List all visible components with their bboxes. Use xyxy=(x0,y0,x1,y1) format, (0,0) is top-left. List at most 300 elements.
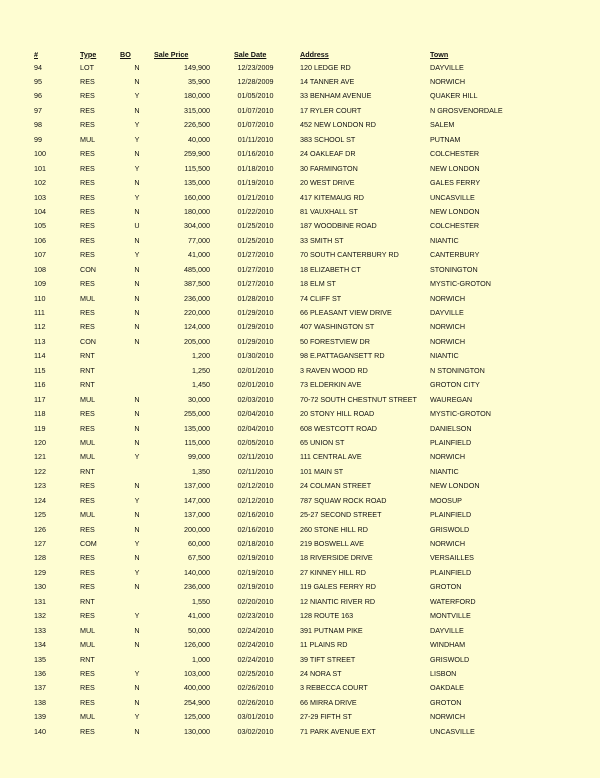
cell-bo: N xyxy=(134,235,140,245)
cell-town: PLAINFIELD xyxy=(430,510,472,520)
cell-bo: N xyxy=(134,625,140,635)
header-sale-date: Sale Date xyxy=(234,49,267,59)
cell-number: 133 xyxy=(34,625,46,635)
cell-sale-date: 02/23/2010 xyxy=(237,611,274,621)
cell-town: VERSAILLES xyxy=(430,553,474,563)
cell-number: 130 xyxy=(34,582,46,592)
cell-sale-price: 30,000 xyxy=(188,394,210,404)
cell-spacer xyxy=(210,652,234,666)
cell-town: NORWICH xyxy=(430,539,466,549)
cell-type: MUL xyxy=(80,510,96,520)
cell-number: 112 xyxy=(34,322,46,332)
cell-sale-date: 03/02/2010 xyxy=(237,726,274,736)
cell-number: 103 xyxy=(34,192,46,202)
cell-town: GROTON xyxy=(430,582,462,592)
cell-bo: N xyxy=(134,582,140,592)
cell-town: GRISWOLD xyxy=(430,524,470,534)
cell-spacer xyxy=(210,695,234,709)
cell-number: 95 xyxy=(34,77,42,87)
cell-spacer xyxy=(210,392,234,406)
table-row xyxy=(34,147,520,161)
cell-type: MUL xyxy=(80,437,96,447)
cell-address: 27-29 FIFTH ST xyxy=(300,712,352,722)
table-header xyxy=(34,49,520,60)
cell-town: PUTNAM xyxy=(430,134,461,144)
cell-address: 787 SQUAW ROCK ROAD xyxy=(300,495,387,505)
table-row xyxy=(34,652,520,666)
header-number: # xyxy=(34,49,38,59)
cell-type: MUL xyxy=(80,452,96,462)
cell-town: MYSTIC-GROTON xyxy=(430,409,491,419)
cell-spacer xyxy=(210,60,234,74)
cell-sale-date: 01/30/2010 xyxy=(237,351,274,361)
cell-bo xyxy=(120,378,154,392)
cell-sale-price: 1,250 xyxy=(192,365,210,375)
cell-bo: Y xyxy=(134,611,140,621)
cell-type: RES xyxy=(80,120,95,130)
cell-spacer xyxy=(277,320,300,334)
cell-address: 70-72 SOUTH CHESTNUT STREET xyxy=(300,394,417,404)
cell-sale-price: 40,000 xyxy=(188,134,210,144)
cell-town: COLCHESTER xyxy=(430,149,480,159)
cell-number: 116 xyxy=(34,380,46,390)
cell-spacer xyxy=(277,176,300,190)
cell-address: 18 RIVERSIDE DRIVE xyxy=(300,553,373,563)
cell-sale-date: 02/03/2010 xyxy=(237,394,274,404)
cell-spacer xyxy=(277,147,300,161)
table-row xyxy=(34,305,520,319)
cell-town: N STONINGTON xyxy=(430,365,485,375)
cell-town: COLCHESTER xyxy=(430,221,480,231)
cell-number: 124 xyxy=(34,495,46,505)
cell-bo: N xyxy=(134,178,140,188)
table-row xyxy=(34,522,520,536)
cell-spacer xyxy=(277,609,300,623)
cell-sale-date: 02/24/2010 xyxy=(237,654,274,664)
cell-sale-price: 41,000 xyxy=(188,611,210,621)
cell-address: 219 BOSWELL AVE xyxy=(300,539,364,549)
cell-spacer xyxy=(277,710,300,724)
cell-type: RES xyxy=(80,308,95,318)
cell-address: 111 CENTRAL AVE xyxy=(300,452,362,462)
header-type: Type xyxy=(80,49,97,59)
table-row xyxy=(34,681,520,695)
cell-bo: N xyxy=(134,409,140,419)
cell-type: RES xyxy=(80,250,95,260)
cell-address: 20 WEST DRIVE xyxy=(300,178,355,188)
cell-sale-price: 180,000 xyxy=(184,206,210,216)
cell-type: RES xyxy=(80,524,95,534)
cell-sale-date: 02/26/2010 xyxy=(237,697,274,707)
cell-address: 24 NORA ST xyxy=(300,668,342,678)
cell-spacer xyxy=(210,580,234,594)
cell-spacer xyxy=(277,695,300,709)
cell-sale-price: 220,000 xyxy=(184,308,210,318)
cell-type: RNT xyxy=(80,365,95,375)
cell-town: STONINGTON xyxy=(430,264,478,274)
header-spacer xyxy=(210,49,234,60)
cell-spacer xyxy=(210,551,234,565)
cell-spacer xyxy=(277,132,300,146)
cell-type: RNT xyxy=(80,596,95,606)
cell-bo: N xyxy=(134,437,140,447)
cell-sale-date: 01/07/2010 xyxy=(237,120,274,130)
cell-sale-price: 135,000 xyxy=(184,178,210,188)
cell-spacer xyxy=(277,536,300,550)
cell-town: WAUREGAN xyxy=(430,394,473,404)
cell-number: 134 xyxy=(34,640,46,650)
cell-town: NORWICH xyxy=(430,712,466,722)
cell-sale-price: 400,000 xyxy=(184,683,210,693)
cell-sale-price: 1,200 xyxy=(192,351,210,361)
cell-address: 33 BENHAM AVENUE xyxy=(300,91,372,101)
cell-spacer xyxy=(277,565,300,579)
cell-number: 94 xyxy=(34,62,42,72)
cell-type: RES xyxy=(80,235,95,245)
cell-spacer xyxy=(210,666,234,680)
cell-address: 73 ELDERKIN AVE xyxy=(300,380,362,390)
cell-sale-date: 12/23/2009 xyxy=(237,62,274,72)
cell-number: 114 xyxy=(34,351,46,361)
cell-bo: Y xyxy=(134,192,140,202)
cell-sale-date: 01/19/2010 xyxy=(237,178,274,188)
cell-spacer xyxy=(210,435,234,449)
cell-town: LISBON xyxy=(430,668,457,678)
cell-spacer xyxy=(210,363,234,377)
cell-bo: N xyxy=(134,77,140,87)
cell-spacer xyxy=(210,378,234,392)
cell-address: 120 LEDGE RD xyxy=(300,62,351,72)
cell-sale-date: 02/24/2010 xyxy=(237,640,274,650)
cell-type: RES xyxy=(80,697,95,707)
cell-number: 127 xyxy=(34,539,46,549)
cell-spacer xyxy=(210,681,234,695)
cell-spacer xyxy=(210,464,234,478)
table-row xyxy=(34,724,520,738)
cell-spacer xyxy=(277,638,300,652)
cell-spacer xyxy=(210,623,234,637)
header-town: Town xyxy=(430,49,449,59)
cell-number: 109 xyxy=(34,279,46,289)
cell-sale-date: 02/12/2010 xyxy=(237,495,274,505)
cell-spacer xyxy=(210,479,234,493)
table-row xyxy=(34,363,520,377)
cell-type: RES xyxy=(80,481,95,491)
cell-town: PLAINFIELD xyxy=(430,567,472,577)
cell-sale-price: 149,900 xyxy=(184,62,210,72)
cell-number: 105 xyxy=(34,221,46,231)
cell-sale-date: 01/29/2010 xyxy=(237,322,274,332)
cell-sale-price: 200,000 xyxy=(184,524,210,534)
cell-spacer xyxy=(277,724,300,738)
cell-sale-date: 02/01/2010 xyxy=(237,380,274,390)
cell-sale-price: 140,000 xyxy=(184,567,210,577)
cell-sale-price: 50,000 xyxy=(188,625,210,635)
cell-sale-date: 02/16/2010 xyxy=(237,510,274,520)
cell-spacer xyxy=(210,103,234,117)
cell-address: 3 RAVEN WOOD RD xyxy=(300,365,368,375)
cell-spacer xyxy=(210,161,234,175)
cell-spacer xyxy=(210,349,234,363)
cell-type: RES xyxy=(80,105,95,115)
cell-address: 17 RYLER COURT xyxy=(300,105,362,115)
cell-spacer xyxy=(210,89,234,103)
cell-address: 452 NEW LONDON RD xyxy=(300,120,376,130)
cell-spacer xyxy=(277,493,300,507)
cell-sale-price: 103,000 xyxy=(184,668,210,678)
cell-town: NEW LONDON xyxy=(430,163,480,173)
cell-bo xyxy=(120,464,154,478)
header-spacer xyxy=(277,49,300,60)
cell-sale-date: 03/01/2010 xyxy=(237,712,274,722)
cell-address: 27 KINNEY HILL RD xyxy=(300,567,366,577)
cell-spacer xyxy=(210,176,234,190)
cell-number: 126 xyxy=(34,524,46,534)
cell-bo: Y xyxy=(134,539,140,549)
cell-spacer xyxy=(277,190,300,204)
cell-sale-price: 135,000 xyxy=(184,423,210,433)
cell-sale-date: 02/05/2010 xyxy=(237,437,274,447)
cell-sale-date: 02/25/2010 xyxy=(237,668,274,678)
cell-spacer xyxy=(210,291,234,305)
cell-spacer xyxy=(210,132,234,146)
cell-bo: N xyxy=(134,697,140,707)
cell-spacer xyxy=(277,219,300,233)
cell-sale-date: 01/27/2010 xyxy=(237,279,274,289)
cell-address: 187 WOODBINE ROAD xyxy=(300,221,377,231)
cell-type: RES xyxy=(80,611,95,621)
table-row xyxy=(34,609,520,623)
cell-town: UNCASVILLE xyxy=(430,726,475,736)
table-row xyxy=(34,710,520,724)
cell-bo: N xyxy=(134,264,140,274)
cell-type: RNT xyxy=(80,654,95,664)
cell-type: MUL xyxy=(80,134,96,144)
cell-address: 81 VAUXHALL ST xyxy=(300,206,358,216)
cell-sale-date: 01/11/2010 xyxy=(237,134,274,144)
cell-sale-date: 01/05/2010 xyxy=(237,91,274,101)
cell-bo: N xyxy=(134,308,140,318)
cell-type: RES xyxy=(80,206,95,216)
cell-sale-price: 1,450 xyxy=(192,380,210,390)
cell-sale-date: 02/19/2010 xyxy=(237,567,274,577)
cell-number: 110 xyxy=(34,293,46,303)
cell-address: 608 WESTCOTT ROAD xyxy=(300,423,377,433)
cell-bo: Y xyxy=(134,668,140,678)
cell-number: 138 xyxy=(34,697,46,707)
cell-type: RES xyxy=(80,178,95,188)
table-row xyxy=(34,479,520,493)
table-row xyxy=(34,132,520,146)
cell-number: 113 xyxy=(34,336,46,346)
cell-spacer xyxy=(277,277,300,291)
table-row xyxy=(34,407,520,421)
cell-bo: Y xyxy=(134,120,140,130)
cell-bo: N xyxy=(134,105,140,115)
cell-sale-date: 02/11/2010 xyxy=(237,452,274,462)
cell-sale-date: 02/24/2010 xyxy=(237,625,274,635)
table-row xyxy=(34,638,520,652)
cell-sale-price: 1,550 xyxy=(192,596,210,606)
cell-sale-price: 304,000 xyxy=(184,221,210,231)
cell-spacer xyxy=(277,652,300,666)
cell-type: RES xyxy=(80,668,95,678)
cell-town: QUAKER HILL xyxy=(430,91,478,101)
cell-spacer xyxy=(210,147,234,161)
cell-sale-date: 02/19/2010 xyxy=(237,582,274,592)
cell-town: GROTON xyxy=(430,697,462,707)
cell-spacer xyxy=(210,522,234,536)
cell-type: RES xyxy=(80,553,95,563)
cell-sale-price: 254,900 xyxy=(184,697,210,707)
table-row xyxy=(34,89,520,103)
cell-sale-date: 01/22/2010 xyxy=(237,206,274,216)
cell-spacer xyxy=(277,464,300,478)
table-row xyxy=(34,594,520,608)
cell-bo: N xyxy=(134,726,140,736)
cell-sale-price: 137,000 xyxy=(184,481,210,491)
cell-number: 119 xyxy=(34,423,46,433)
cell-address: 98 E.PATTAGANSETT RD xyxy=(300,351,385,361)
cell-bo: N xyxy=(134,394,140,404)
table-row xyxy=(34,508,520,522)
cell-type: RES xyxy=(80,91,95,101)
table-row xyxy=(34,74,520,88)
cell-spacer xyxy=(277,74,300,88)
table-row xyxy=(34,349,520,363)
cell-type: RNT xyxy=(80,380,95,390)
cell-spacer xyxy=(210,233,234,247)
cell-address: 12 NIANTIC RIVER RD xyxy=(300,596,376,606)
cell-number: 140 xyxy=(34,726,46,736)
cell-spacer xyxy=(277,291,300,305)
cell-sale-date: 12/28/2009 xyxy=(237,77,274,87)
cell-town: PLAINFIELD xyxy=(430,437,472,447)
cell-type: MUL xyxy=(80,712,96,722)
cell-sale-price: 259,900 xyxy=(184,149,210,159)
cell-spacer xyxy=(277,594,300,608)
cell-address: 14 TANNER AVE xyxy=(300,77,355,87)
cell-sale-date: 01/27/2010 xyxy=(237,250,274,260)
cell-number: 125 xyxy=(34,510,46,520)
cell-bo: N xyxy=(134,62,140,72)
cell-sale-price: 137,000 xyxy=(184,510,210,520)
cell-town: MONTVILLE xyxy=(430,611,471,621)
table-row xyxy=(34,623,520,637)
cell-sale-price: 315,000 xyxy=(184,105,210,115)
cell-bo: N xyxy=(134,683,140,693)
cell-type: CON xyxy=(80,336,96,346)
table-row xyxy=(34,248,520,262)
cell-spacer xyxy=(210,190,234,204)
cell-bo: Y xyxy=(134,495,140,505)
cell-number: 131 xyxy=(34,596,46,606)
table-row xyxy=(34,565,520,579)
cell-address: 25-27 SECOND STREET xyxy=(300,510,382,520)
cell-sale-date: 01/16/2010 xyxy=(237,149,274,159)
cell-town: NORWICH xyxy=(430,452,466,462)
cell-type: RES xyxy=(80,149,95,159)
cell-sale-price: 41,000 xyxy=(188,250,210,260)
cell-address: 18 ELIZABETH CT xyxy=(300,264,361,274)
cell-town: MYSTIC-GROTON xyxy=(430,279,491,289)
cell-sale-price: 60,000 xyxy=(188,539,210,549)
cell-address: 18 ELM ST xyxy=(300,279,336,289)
cell-sale-price: 130,000 xyxy=(184,726,210,736)
cell-type: MUL xyxy=(80,293,96,303)
table-row xyxy=(34,176,520,190)
cell-sale-date: 02/12/2010 xyxy=(237,481,274,491)
cell-town: WATERFORD xyxy=(430,596,476,606)
cell-town: NIANTIC xyxy=(430,235,459,245)
cell-sale-date: 01/25/2010 xyxy=(237,221,274,231)
cell-town: NEW LONDON xyxy=(430,481,480,491)
cell-sale-date: 01/07/2010 xyxy=(237,105,274,115)
cell-bo: Y xyxy=(134,567,140,577)
cell-type: RES xyxy=(80,192,95,202)
cell-number: 101 xyxy=(34,163,46,173)
cell-type: RNT xyxy=(80,351,95,361)
cell-address: 70 SOUTH CANTERBURY RD xyxy=(300,250,399,260)
header-row xyxy=(34,49,520,60)
cell-bo: N xyxy=(134,206,140,216)
cell-address: 24 COLMAN STREET xyxy=(300,481,372,491)
cell-sale-date: 02/04/2010 xyxy=(237,423,274,433)
cell-type: MUL xyxy=(80,640,96,650)
cell-bo: N xyxy=(134,481,140,491)
cell-town: MOOSUP xyxy=(430,495,462,505)
cell-town: DAYVILLE xyxy=(430,625,464,635)
cell-spacer xyxy=(210,609,234,623)
cell-spacer xyxy=(277,248,300,262)
cell-type: RES xyxy=(80,409,95,419)
cell-town: NORWICH xyxy=(430,77,466,87)
cell-sale-date: 02/18/2010 xyxy=(237,539,274,549)
cell-bo xyxy=(120,594,154,608)
cell-sale-price: 125,000 xyxy=(184,712,210,722)
cell-sale-date: 02/11/2010 xyxy=(237,466,274,476)
cell-bo: Y xyxy=(134,250,140,260)
cell-spacer xyxy=(277,305,300,319)
cell-number: 117 xyxy=(34,394,46,404)
cell-type: MUL xyxy=(80,394,96,404)
table-row xyxy=(34,291,520,305)
table-row xyxy=(34,378,520,392)
table-row xyxy=(34,493,520,507)
table-row xyxy=(34,580,520,594)
cell-sale-date: 02/19/2010 xyxy=(237,553,274,563)
cell-type: COM xyxy=(80,539,97,549)
cell-sale-price: 1,350 xyxy=(192,466,210,476)
cell-address: 119 GALES FERRY RD xyxy=(300,582,376,592)
table-row xyxy=(34,435,520,449)
cell-town: NORWICH xyxy=(430,322,466,332)
table-row xyxy=(34,421,520,435)
cell-bo: N xyxy=(134,524,140,534)
cell-address: 65 UNION ST xyxy=(300,437,345,447)
cell-number: 122 xyxy=(34,466,46,476)
cell-type: RES xyxy=(80,423,95,433)
cell-type: RES xyxy=(80,582,95,592)
cell-sale-price: 387,500 xyxy=(184,279,210,289)
cell-address: 101 MAIN ST xyxy=(300,466,344,476)
cell-spacer xyxy=(210,407,234,421)
cell-address: 260 STONE HILL RD xyxy=(300,524,368,534)
cell-number: 118 xyxy=(34,409,46,419)
sales-table xyxy=(34,49,520,739)
cell-spacer xyxy=(210,204,234,218)
cell-address: 74 CLIFF ST xyxy=(300,293,342,303)
